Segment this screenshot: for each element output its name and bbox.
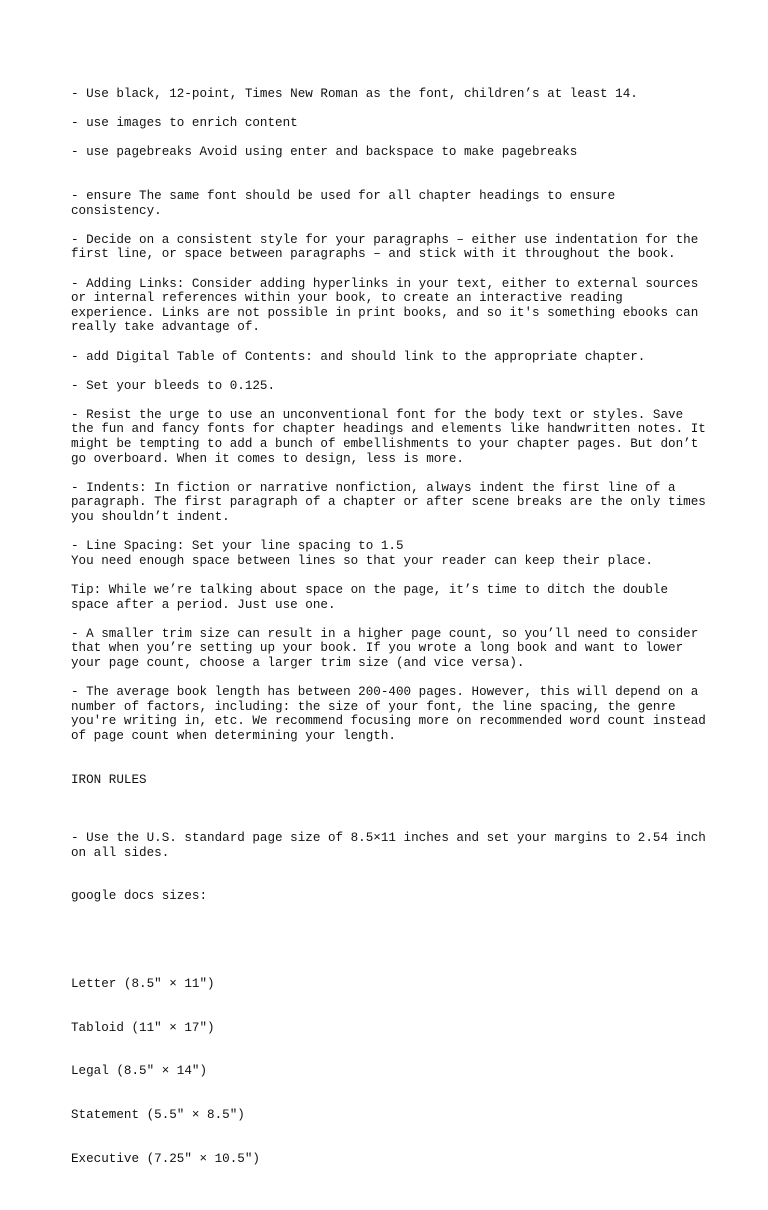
document-body bbox=[71, 87, 714, 1210]
paragraph-fonts: - Resist the urge to use an unconventional font for the body text or styles. Save the fun and fancy fonts for chapter headings and elements like handwritten notes. It might be tempting to add a bunch of embellishments to your chapter pages. But don’t go overboard. When it comes to design, less is more. bbox=[71, 407, 714, 466]
paragraph-images: - use images to enrich content bbox=[71, 116, 298, 131]
paragraph-consistent-style: - Decide on a consistent style for your paragraphs – either use indentation for the first line, or space between paragraphs – and stick with it throughout the book. bbox=[71, 232, 706, 262]
iron-rules-block bbox=[71, 802, 714, 933]
google-docs-sizes-label: google docs sizes: bbox=[71, 889, 208, 904]
paragraph-chapter-headings: - ensure The same font should be used for all chapter headings to ensure consistency. bbox=[71, 188, 623, 218]
page-size-item: Statement (5.5" × 8.5") bbox=[71, 1108, 245, 1123]
paragraph-adding-links: - Adding Links: Consider adding hyperlinks in your text, either to external sources or internal references within your book, to create an interactive reading experience. Links are not possible in print books, and so it's something ebooks can really take advantage of. bbox=[71, 276, 706, 335]
paragraph-tip: Tip: While we’re talking about space on the page, it’s time to ditch the double space after a period. Just use one. bbox=[71, 583, 676, 612]
iron-rules-heading: IRON RULES bbox=[71, 772, 147, 787]
paragraph-font-rule: - Use black, 12-point, Times New Roman as the font, children’s at least 14. bbox=[71, 87, 638, 101]
paragraph-pagebreaks: - use pagebreaks Avoid using enter and backspace to make pagebreaks bbox=[71, 145, 578, 160]
page-size-item: Executive (7.25" × 10.5") bbox=[71, 1151, 260, 1166]
paragraph-indents: - Indents: In fiction or narrative nonfiction, always indent the first line of a paragraph. The first paragraph of a chapter or after scene breaks are the only times you shouldn’t indent. bbox=[71, 480, 714, 525]
paragraph-table-of-contents: - add Digital Table of Contents: and should link to the appropriate chapter. bbox=[71, 349, 646, 364]
page-size-item: Letter (8.5" × 11") bbox=[71, 976, 215, 991]
page-size-item: Legal (8.5" × 14") bbox=[71, 1064, 208, 1079]
page-size-item: Tabloid (11" × 17") bbox=[71, 1020, 215, 1035]
iron-rule-page-size: - Use the U.S. standard page size of 8.5×11 inches and set your margins to 2.54 inch on all sides. bbox=[71, 830, 714, 860]
paragraph-book-length: - The average book length has between 200-400 pages. However, this will depend on a number of factors, including: the size of your font, the line spacing, the genre you're writing in, etc. We recommend focusing more on recommended word count instead of page count when determining your length. bbox=[71, 685, 714, 743]
paragraph-bleeds: - Set your bleeds to 0.125. bbox=[71, 378, 276, 393]
paragraph-line-spacing: - Line Spacing: Set your line spacing to 1.5 You need enough space between lines so that your reader can keep their place. bbox=[71, 539, 653, 568]
page-size-list bbox=[71, 948, 711, 1196]
paragraph-trim-size: - A smaller trim size can result in a higher page count, so you’ll need to consider that when you’re setting up your book. If you wrote a long book and want to lower your page count, choose a larger trim size (and vice versa). bbox=[71, 626, 706, 670]
